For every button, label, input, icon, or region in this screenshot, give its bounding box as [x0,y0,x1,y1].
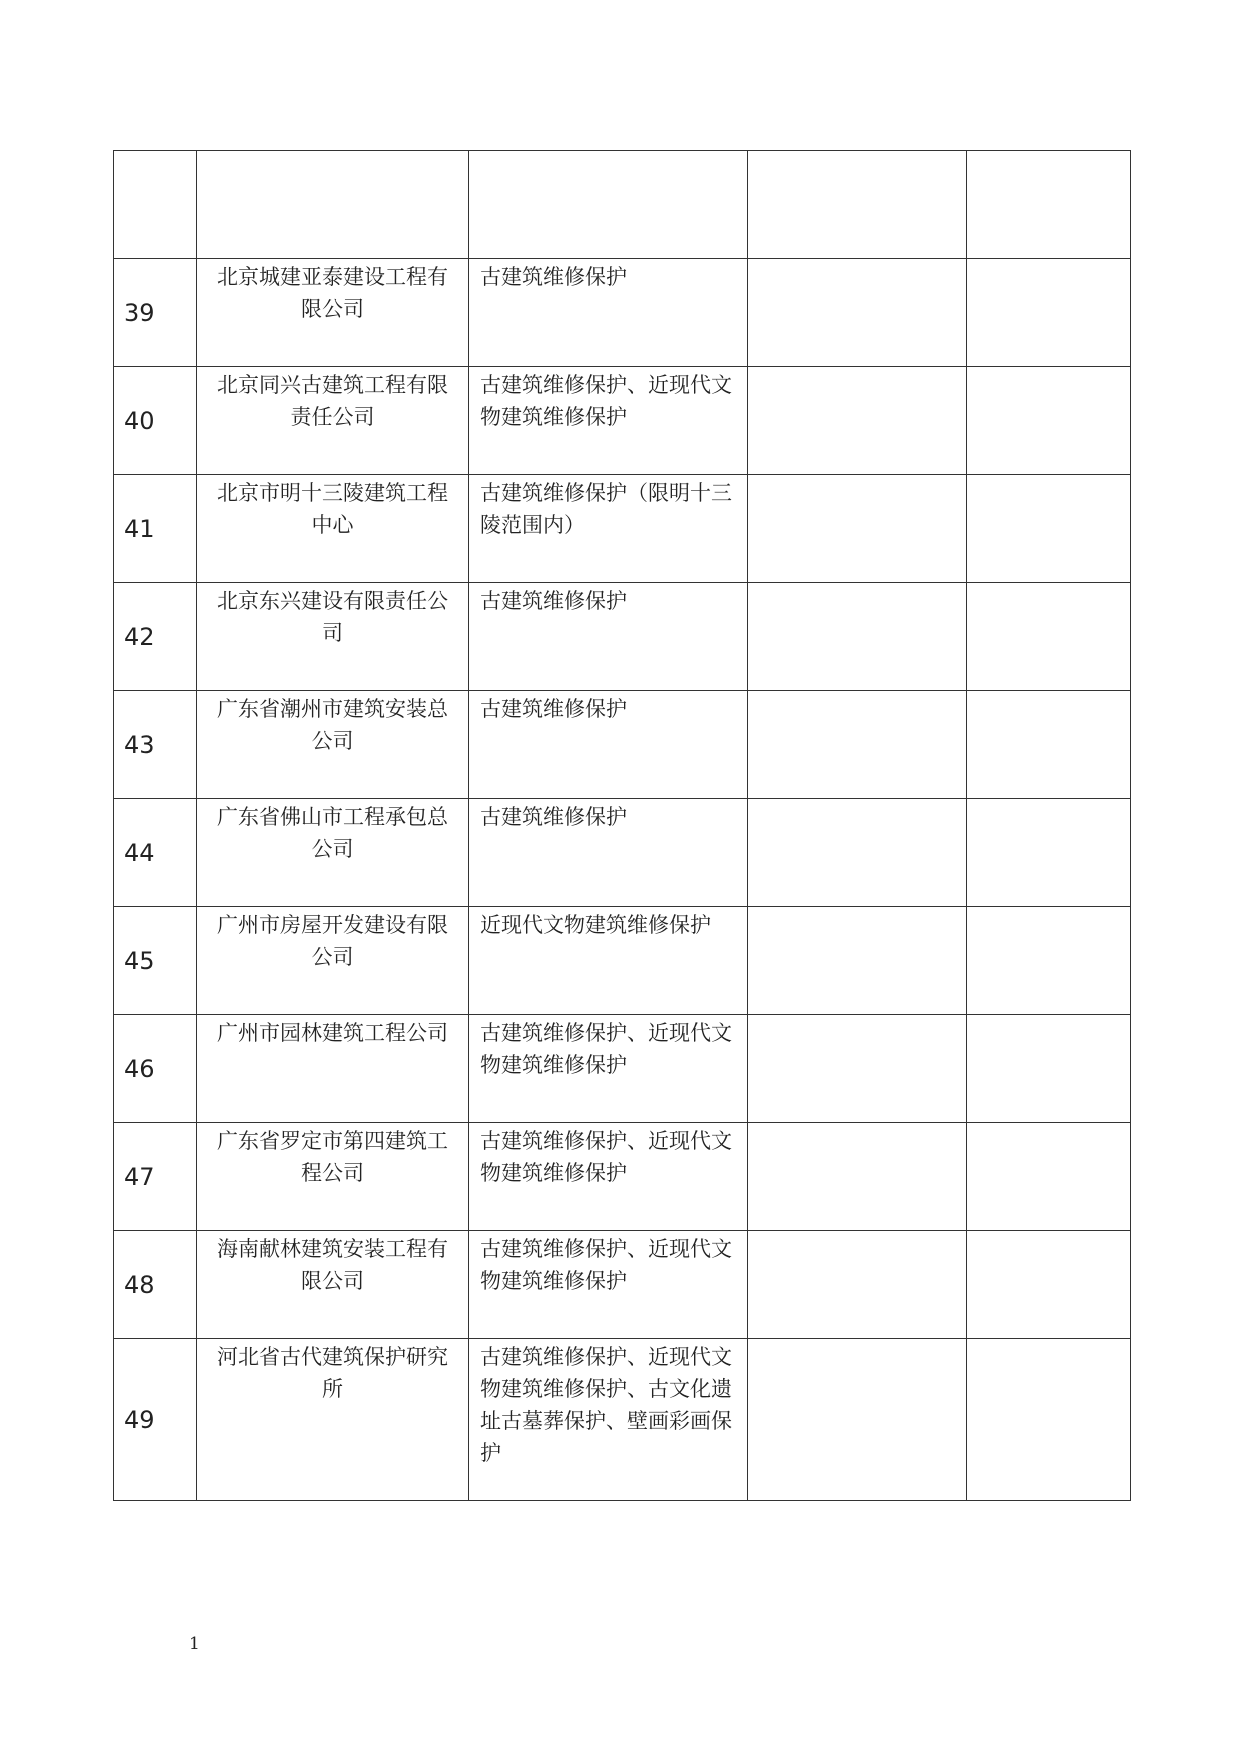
cell-empty [748,583,967,691]
cell-scope: 古建筑维修保护、近现代文物建筑维修保护 [469,1123,748,1231]
cell-empty [967,799,1131,907]
cell-empty [748,1231,967,1339]
cell-empty [967,475,1131,583]
cell-number: 40 [114,367,197,475]
cell-company-name: 广州市园林建筑工程公司 [197,1015,469,1123]
cell-company-name: 广东省罗定市第四建筑工程公司 [197,1123,469,1231]
cell-empty [967,259,1131,367]
cell-empty [967,1123,1131,1231]
table-row [114,259,1131,367]
cell-scope: 古建筑维修保护、近现代文物建筑维修保护 [469,1015,748,1123]
table-row [114,691,1131,799]
cell-scope: 古建筑维修保护 [469,583,748,691]
cell-scope: 古建筑维修保护（限明十三陵范围内） [469,475,748,583]
table-row-blank [114,151,1131,259]
cell-empty [748,259,967,367]
page-number: 1 [189,1634,200,1654]
cell-company-name: 广东省潮州市建筑安装总公司 [197,691,469,799]
cell-company-name: 北京同兴古建筑工程有限责任公司 [197,367,469,475]
table-row [114,907,1131,1015]
cell-company-name: 广东省佛山市工程承包总公司 [197,799,469,907]
table-row [114,583,1131,691]
table-row [114,1123,1131,1231]
cell-scope: 古建筑维修保护、近现代文物建筑维修保护 [469,1231,748,1339]
cell-empty [967,907,1131,1015]
cell-empty [967,367,1131,475]
cell-company-name: 河北省古代建筑保护研究所 [197,1339,469,1501]
table-row [114,1015,1131,1123]
table-row [114,475,1131,583]
cell-empty [967,1231,1131,1339]
cell-number: 46 [114,1015,197,1123]
cell-number: 48 [114,1231,197,1339]
table-row [114,1231,1131,1339]
cell-empty [748,907,967,1015]
cell-company-name: 海南献林建筑安装工程有限公司 [197,1231,469,1339]
cell-number: 44 [114,799,197,907]
cell-number: 49 [114,1339,197,1501]
cell-number: 39 [114,259,197,367]
cell-number: 42 [114,583,197,691]
cell-empty [748,1339,967,1501]
qualification-table [113,150,1131,1501]
cell-scope: 古建筑维修保护、近现代文物建筑维修保护、古文化遗址古墓葬保护、壁画彩画保护 [469,1339,748,1501]
cell-empty [967,1015,1131,1123]
cell-number: 41 [114,475,197,583]
cell-company-name: 北京市明十三陵建筑工程中心 [197,475,469,583]
cell-number: 47 [114,1123,197,1231]
cell-empty [748,475,967,583]
cell-empty [748,691,967,799]
cell-empty [967,583,1131,691]
cell-scope: 古建筑维修保护 [469,691,748,799]
table-row [114,1339,1131,1501]
cell-empty [748,799,967,907]
cell-number [114,151,197,259]
cell-empty [748,367,967,475]
cell-empty [967,151,1131,259]
table-row [114,799,1131,907]
cell-number: 45 [114,907,197,1015]
table-row [114,367,1131,475]
cell-scope [469,151,748,259]
cell-empty [748,1123,967,1231]
cell-empty [967,1339,1131,1501]
cell-empty [748,151,967,259]
cell-company-name: 北京东兴建设有限责任公司 [197,583,469,691]
cell-scope: 古建筑维修保护 [469,259,748,367]
cell-scope: 古建筑维修保护、近现代文物建筑维修保护 [469,367,748,475]
cell-company-name: 北京城建亚泰建设工程有限公司 [197,259,469,367]
cell-scope: 近现代文物建筑维修保护 [469,907,748,1015]
cell-empty [748,1015,967,1123]
cell-scope: 古建筑维修保护 [469,799,748,907]
cell-company-name [197,151,469,259]
cell-empty [967,691,1131,799]
cell-company-name: 广州市房屋开发建设有限公司 [197,907,469,1015]
cell-number: 43 [114,691,197,799]
